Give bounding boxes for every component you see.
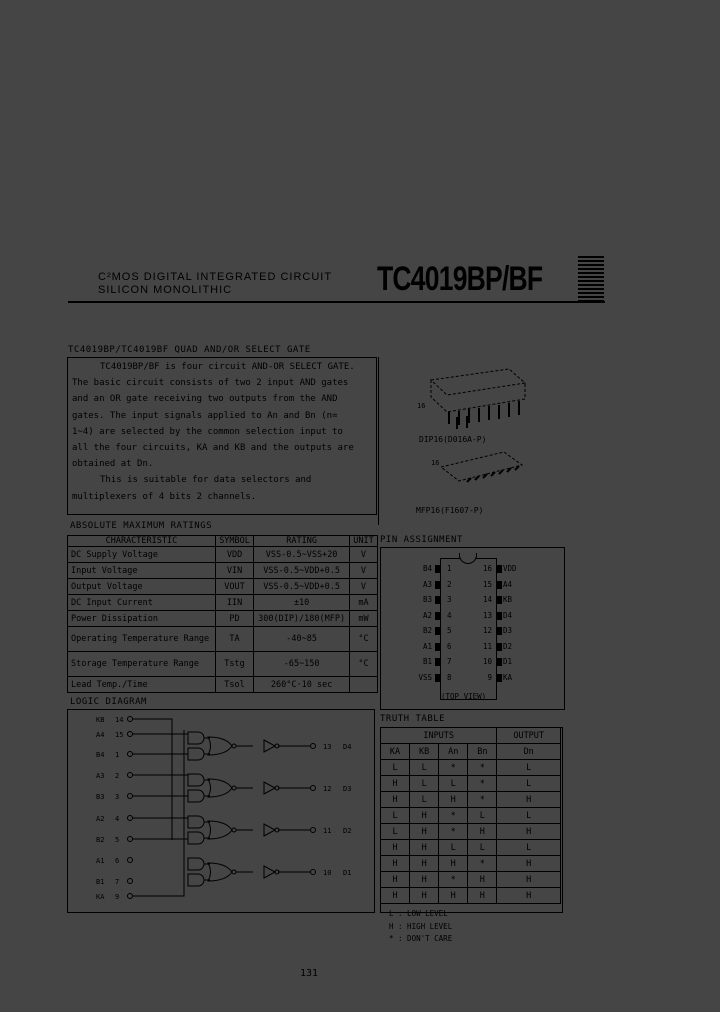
ratings-cell: VDD [215,547,253,563]
package-drawings [379,357,606,525]
input-pin-number: 14 [115,716,124,724]
truth-cell: * [468,792,497,808]
pin-lead [497,565,502,573]
pin-number-left: 3 [447,595,452,604]
intro-line: and an OR gate receiving two outputs from the AND [72,394,338,405]
pin-label-left: B3 [422,595,432,604]
input-terminal [128,773,133,778]
truth-cell: H [468,872,497,888]
truth-cell: L [497,776,561,792]
truth-cell: L [381,808,410,824]
gate-group [188,816,310,844]
truth-cell: H [410,808,439,824]
truth-cell: L [410,760,439,776]
pin-label-left: B4 [422,564,432,573]
truth-cell: H [439,888,468,904]
truth-cell: H [497,888,561,904]
input-pin-number: 1 [115,751,120,759]
ratings-cell: DC Input Current [68,595,216,611]
intro-line: obtained at Dn. [72,459,154,470]
pin-number-right: 10 [482,657,492,666]
legend-high: H : HIGH LEVEL [389,921,453,931]
truth-cell: * [468,776,497,792]
truth-row [381,776,561,792]
ratings-cell: DC Supply Voltage [68,547,216,563]
input-pin-number: 7 [115,878,120,886]
col-header: CHARACTERISTIC [68,536,216,547]
ratings-cell: V [349,579,377,595]
ratings-cell: 260°C·10 sec [254,677,350,693]
intro-line: TC4019BP/BF is four circuit AND-OR SELECT GATE. [100,362,355,372]
input-label: B2 [96,836,105,844]
truth-cell: H [381,856,410,872]
col-header: Bn [468,744,497,760]
input-pin-number: 3 [115,793,120,801]
input-label: KA [96,893,105,901]
truth-cell: H [381,840,410,856]
input-pin-number: 2 [115,772,120,780]
gate-group [188,732,310,760]
truth-row [381,808,561,824]
ratings-cell: Tstg [215,652,253,677]
input-terminal [128,732,133,737]
intro-line: The basic circuit consists of two 2 input AND gates [72,378,349,389]
input-label: A3 [96,772,105,780]
truth-row [381,824,561,840]
header-line2: SILICON MONOLITHIC [98,284,233,296]
ratings-cell: Output Voltage [68,579,216,595]
mfp-package-label: MFP16(F1607-P) [416,506,484,515]
ratings-cell: Power Dissipation [68,611,216,627]
top-view-caption: (TOP VIEW) [441,692,487,701]
ratings-row [68,652,378,677]
truth-row [381,792,561,808]
truth-row [381,888,561,904]
input-terminal [128,794,133,799]
input-pin-number: 4 [115,815,120,823]
input-pin-number: 5 [115,836,120,844]
pin-label-right: D3 [503,626,513,635]
header-line1: C²MOS DIGITAL INTEGRATED CIRCUIT [98,271,333,283]
pin-number-left: 4 [447,610,452,620]
output-terminal [311,870,316,875]
input-pin-number: 6 [115,857,120,865]
truth-table-box [380,727,563,943]
ratings-cell: VSS-0.5~VDD+0.5 [254,579,350,595]
inputs-header: INPUTS [381,728,497,744]
ratings-cell: VSS-0.5~VSS+20 [254,547,350,563]
truth-cell: L [497,760,561,776]
input-terminal [128,858,133,863]
output-terminal [311,744,316,749]
truth-cell: H [410,840,439,856]
legend-low: L : LOW LEVEL [389,909,448,918]
ratings-cell: Operating Temperature Range [68,627,216,652]
output-pin-number: 11 [323,827,332,835]
pin-number-right: 15 [482,579,492,589]
pin-lead [435,596,440,604]
pin-label-right: D4 [503,610,513,620]
truth-cell: L [468,808,497,824]
pin-label-right: A4 [503,579,513,589]
output-label: D1 [343,869,352,877]
ratings-cell: 300(DIP)/180(MFP) [254,611,350,627]
output-label: D2 [343,827,352,835]
output-pin-number: 10 [323,869,332,877]
input-terminal [128,816,133,821]
ratings-cell: -65~150 [254,652,350,677]
input-terminal [128,837,133,842]
truth-cell: H [410,856,439,872]
col-header: KB [410,744,439,760]
pin-label-right: VDD [503,564,517,573]
output-label: D4 [343,743,352,751]
ratings-cell: Storage Temperature Range [68,652,216,677]
input-terminal [128,894,133,899]
ratings-cell: -40~85 [254,627,350,652]
truth-cell: H [410,824,439,840]
index-tab-mark [578,256,604,302]
ratings-row [68,677,378,693]
pin-number-left: 1 [447,564,452,573]
ratings-row [68,611,378,627]
intro-line: gates. The input signals applied to An and Bn (n= [72,410,338,421]
input-pin-number: 9 [115,893,120,901]
pin-lead [497,658,502,666]
truth-cell: L [410,792,439,808]
dip-pin1-label: 16 [417,402,426,410]
pin-number-right: 12 [482,626,492,635]
truth-cell: H [410,872,439,888]
input-label: B4 [96,751,105,759]
output-pin-number: 13 [323,743,332,751]
truth-cell: H [381,792,410,808]
input-terminal [128,879,133,884]
dip-package-label: DIP16(D016A-P) [419,435,487,444]
pin-lead [435,674,440,682]
input-label: A4 [96,731,105,739]
pin-lead [497,596,502,604]
ratings-cell: Tsol [215,677,253,693]
logic-heading: LOGIC DIAGRAM [70,697,147,707]
truth-cell: H [497,872,561,888]
truth-cell: * [439,808,468,824]
ratings-cell: V [349,547,377,563]
input-terminal [128,752,133,757]
ratings-cell: PD [215,611,253,627]
pin-lead [435,612,440,620]
pin-label-right: D2 [503,641,513,651]
ratings-row [68,563,378,579]
ratings-cell: IIN [215,595,253,611]
gate-group [188,858,310,886]
pin-lead [497,627,502,635]
pin-number-right: 16 [482,564,492,573]
pin-label-left: A2 [422,610,432,620]
truth-cell: H [468,824,497,840]
input-label: KB [96,716,105,724]
col-header: UNIT [349,536,377,547]
pin-label-right: D1 [503,657,513,666]
output-header: OUTPUT [497,728,561,744]
input-label: A1 [96,857,105,865]
pin-lead [435,565,440,573]
ratings-cell: Input Voltage [68,563,216,579]
truth-cell: L [439,840,468,856]
package-area [378,357,606,525]
input-label: B1 [96,878,105,886]
truth-heading: TRUTH TABLE [380,714,446,724]
truth-cell: H [381,872,410,888]
pin-label-left: A3 [422,579,432,589]
logic-wires [133,719,188,896]
truth-cell: L [381,760,410,776]
pin-number-left: 2 [447,579,452,589]
pin-label-left: B2 [422,626,432,635]
ratings-cell: Lead Temp./Time [68,677,216,693]
pin-lead [497,674,502,682]
intro-line: all the four circuits, KA and KB and the outputs are [72,443,354,454]
truth-cell: L [497,808,561,824]
gate-group [188,774,310,802]
truth-cell: * [468,760,497,776]
truth-cell: * [439,760,468,776]
pin-number-right: 14 [482,595,492,604]
pin-heading: PIN ASSIGNMENT [380,535,463,545]
truth-row [381,872,561,888]
ratings-cell: TA [215,627,253,652]
input-pin-number: 15 [115,731,124,739]
truth-cell: H [439,856,468,872]
truth-cell: H [381,776,410,792]
ratings-cell: ±10 [254,595,350,611]
truth-table [380,727,561,904]
ratings-cell: mW [349,611,377,627]
truth-cell: L [381,824,410,840]
intro-line: multiplexers of 4 bits 2 channels. [72,491,257,502]
pin-lead [497,643,502,651]
header-subtitle [98,271,332,297]
truth-cell: L [468,840,497,856]
ratings-cell: VSS-0.5~VDD+0.5 [254,563,350,579]
ratings-row [68,595,378,611]
truth-cell: H [439,792,468,808]
intro-heading: TC4019BP/TC4019BF QUAD AND/OR SELECT GATE [68,345,311,355]
pin-number-right: 13 [482,610,492,620]
pin-label-right: KB [503,595,513,604]
truth-cell: H [410,888,439,904]
logic-diagram [68,710,376,914]
truth-row [381,840,561,856]
truth-cell: * [439,872,468,888]
mfp-pin-label: 16 [431,459,440,467]
pin-lead [435,643,440,651]
truth-cell: L [410,776,439,792]
ratings-cell: °C [349,652,377,677]
pin-lead [435,581,440,589]
input-label: B3 [96,793,105,801]
ratings-row [68,579,378,595]
pin-label-left: B1 [422,657,432,666]
intro-line: This is suitable for data selectors and [100,475,312,486]
header-rule [68,301,605,303]
col-header: An [439,744,468,760]
pin-number-left: 7 [447,657,452,666]
output-pin-number: 12 [323,785,332,793]
pin-label-left: VSS [418,672,432,682]
truth-cell: * [439,824,468,840]
pin-lead [435,658,440,666]
col-header: KA [381,744,410,760]
ratings-cell: mA [349,595,377,611]
pin-assignment-box [380,547,565,710]
pin-number-left: 8 [447,672,452,682]
truth-cell: H [497,824,561,840]
ratings-heading: ABSOLUTE MAXIMUM RATINGS [70,521,213,531]
truth-cell: H [497,856,561,872]
ratings-cell: VIN [215,563,253,579]
ratings-row [68,547,378,563]
truth-cell: H [468,888,497,904]
pin-lead [435,627,440,635]
pin-lead [497,581,502,589]
ratings-table [67,535,378,693]
pin-number-right: 9 [487,672,492,682]
ratings-cell: °C [349,627,377,652]
output-label: D3 [343,785,352,793]
pin-number-left: 5 [447,626,452,635]
truth-row [381,856,561,872]
pin-label-right: KA [503,672,513,682]
truth-cell: * [468,856,497,872]
output-terminal [311,828,316,833]
part-number-title: TC4019BP/BF [377,260,543,298]
col-header: Dn [497,744,561,760]
logic-diagram-box [67,709,375,913]
pin-number-left: 6 [447,641,452,651]
pin-lead [497,612,502,620]
truth-cell: L [439,776,468,792]
truth-cell: H [497,792,561,808]
legend-dont-care: * : DON'T CARE [389,934,453,943]
pin-label-left: A1 [422,641,432,651]
input-terminal [128,717,133,722]
truth-row [381,760,561,776]
ratings-cell: V [349,563,377,579]
ratings-row [68,627,378,652]
col-header: RATING [254,536,350,547]
ratings-cell [349,677,377,693]
page-number: 131 [300,968,319,979]
intro-line: 1~4) are selected by the common selection input to [72,426,343,437]
ratings-cell: VOUT [215,579,253,595]
truth-cell: H [381,888,410,904]
pin-number-right: 11 [482,641,492,651]
input-label: A2 [96,815,105,823]
output-terminal [311,786,316,791]
truth-cell: L [497,840,561,856]
col-header: SYMBOL [215,536,253,547]
intro-box [67,357,377,515]
